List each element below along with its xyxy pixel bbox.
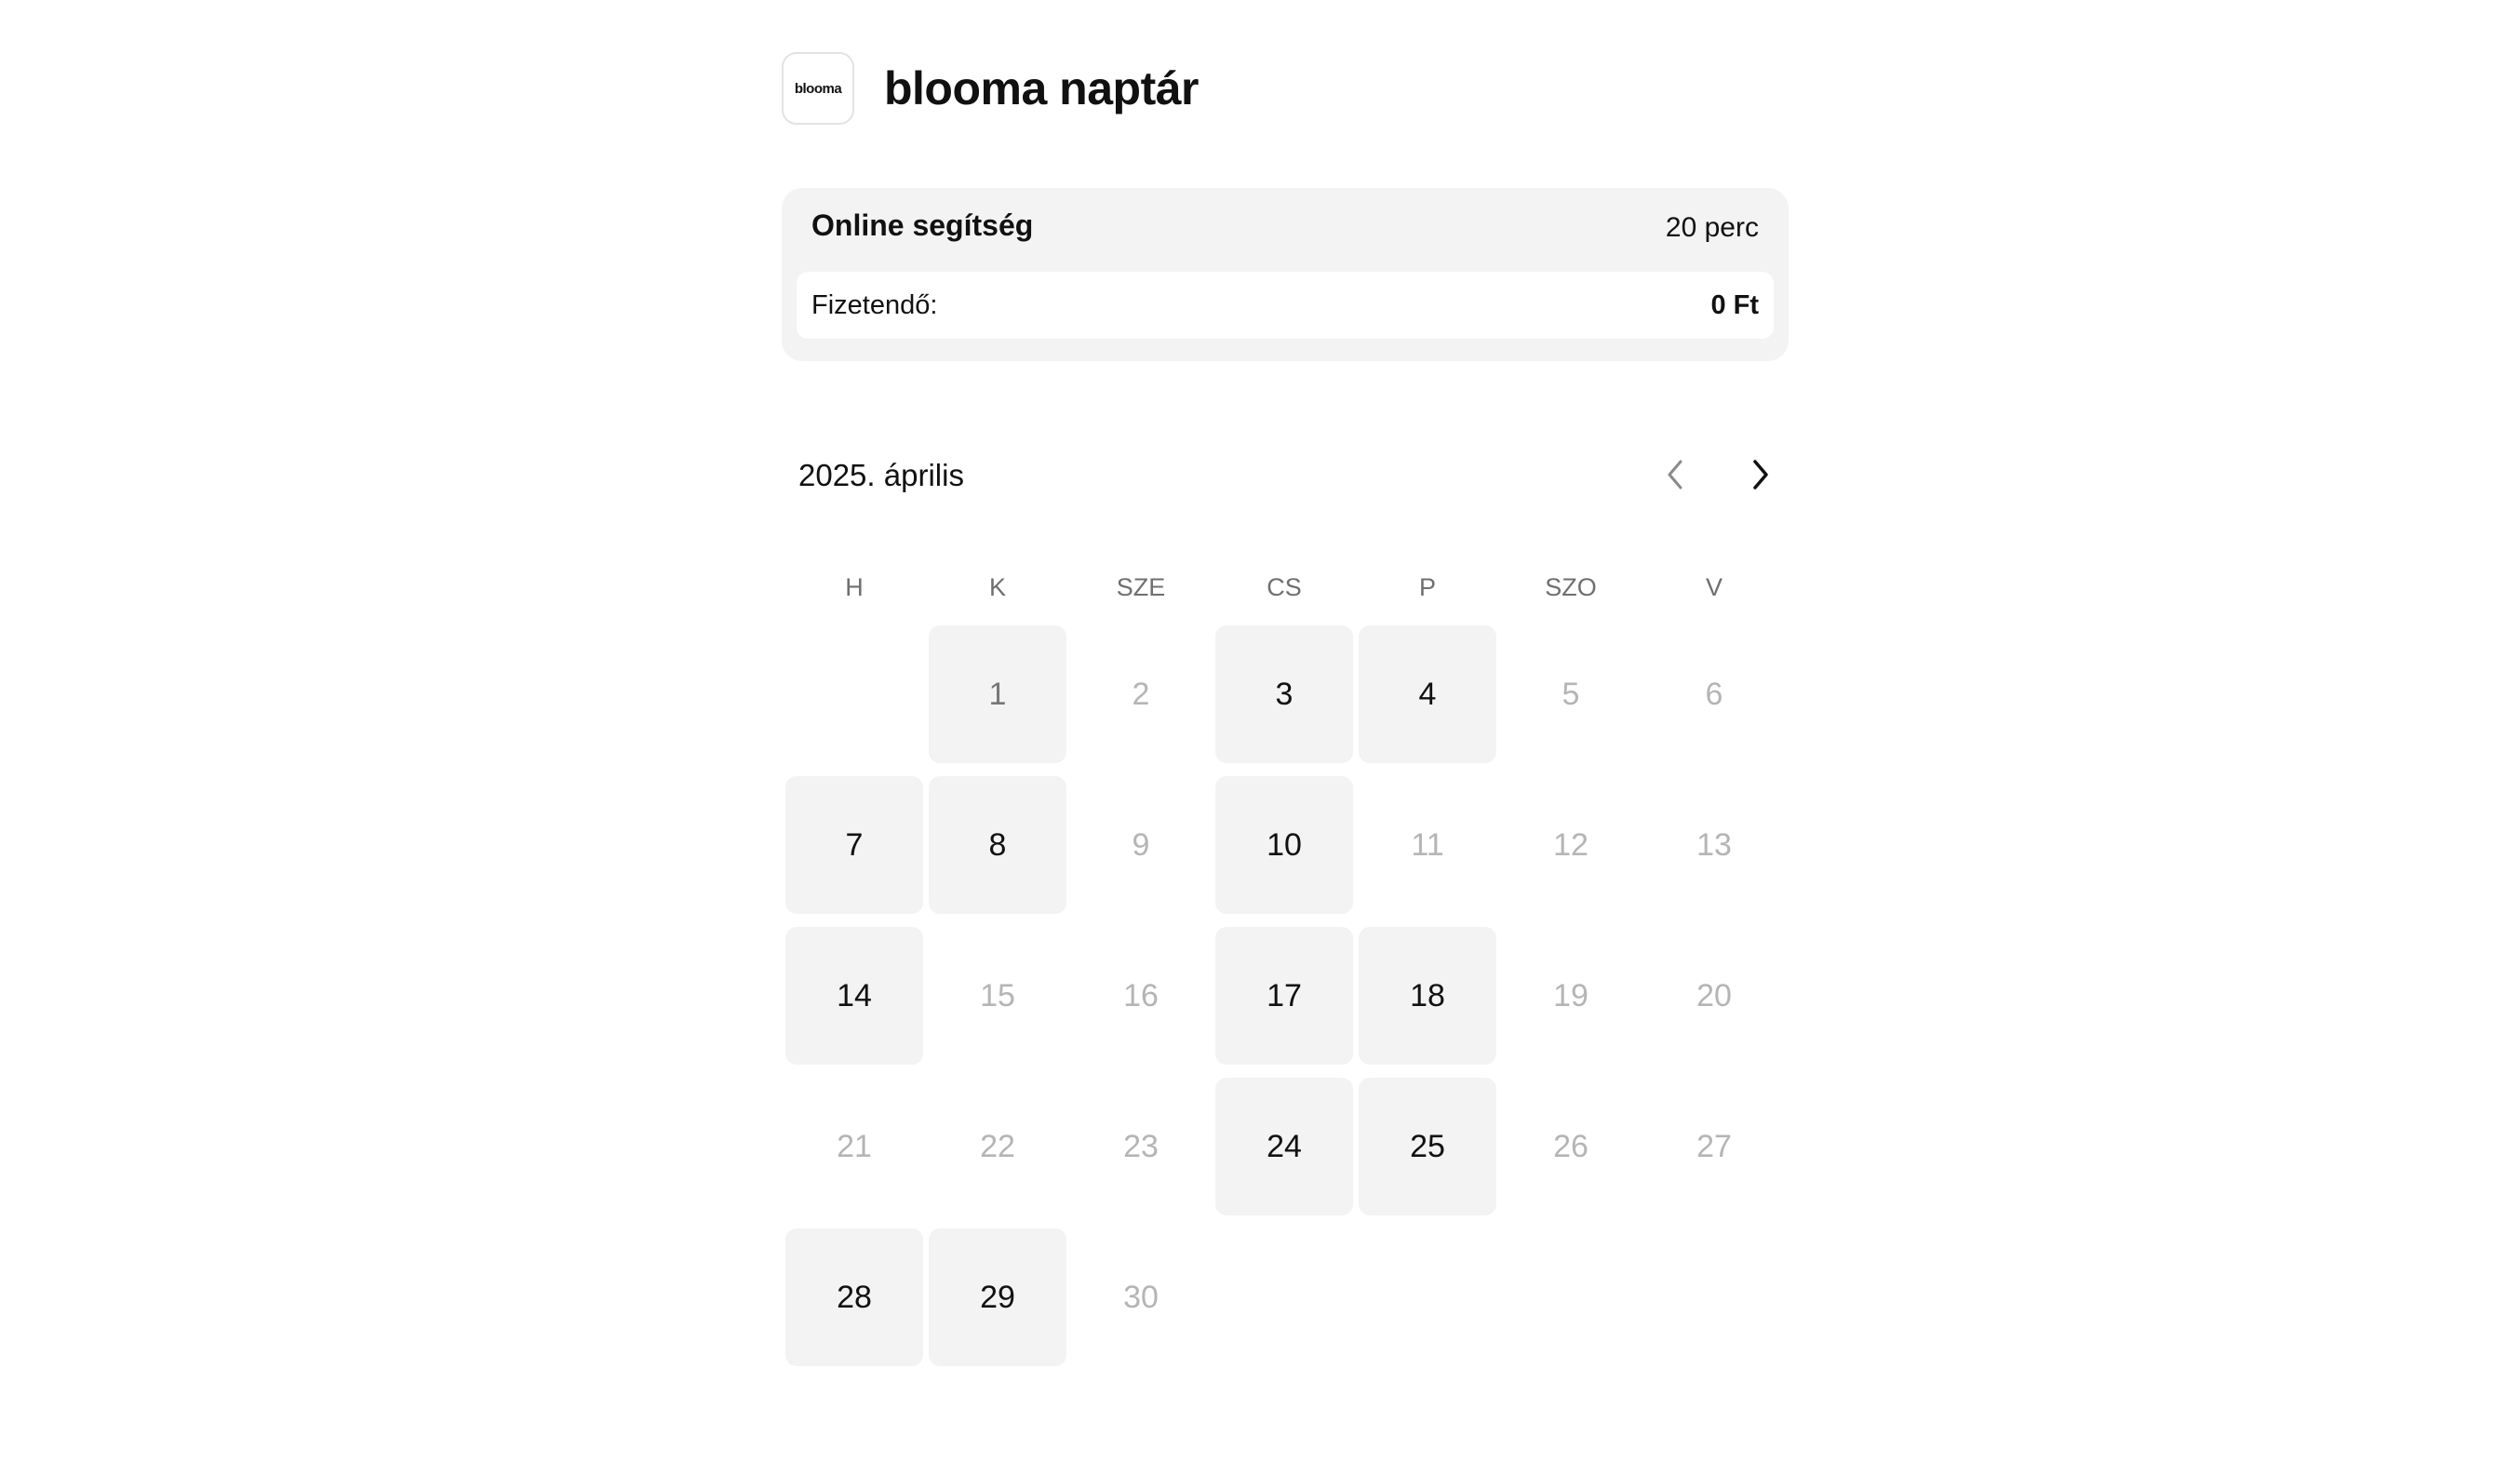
weekday-header-row (782, 573, 1796, 611)
page-title: blooma naptár (884, 62, 1199, 114)
calendar-day-unavailable: 2 (1132, 676, 1150, 712)
previous-month-button[interactable] (1647, 447, 1703, 503)
calendar-day-available[interactable]: 10 (1215, 776, 1353, 914)
calendar-day-available[interactable]: 3 (1215, 625, 1353, 763)
calendar-day-available[interactable]: 24 (1215, 1078, 1353, 1215)
next-month-button[interactable] (1733, 447, 1789, 503)
calendar-day-available[interactable]: 4 (1359, 625, 1496, 763)
weekday-label: SZE (1116, 573, 1166, 601)
calendar-day-available[interactable]: 29 (929, 1228, 1066, 1366)
payment-row (797, 272, 1774, 339)
weekday-label: P (1418, 573, 1436, 601)
weekday-label: V (1705, 573, 1722, 601)
calendar-day-unavailable: 22 (980, 1128, 1015, 1164)
service-summary-card (782, 188, 1789, 361)
calendar-grid (782, 625, 1796, 1389)
calendar-day-unavailable: 15 (980, 977, 1015, 1013)
calendar-day-unavailable: 19 (1553, 977, 1588, 1013)
calendar-day-available[interactable]: 14 (785, 927, 923, 1065)
calendar-day-unavailable: 30 (1123, 1279, 1159, 1315)
chevron-left-icon (1662, 458, 1688, 491)
service-duration: 20 perc (1665, 212, 1759, 243)
chevron-right-icon (1748, 458, 1774, 491)
calendar-day-unavailable: 12 (1553, 826, 1588, 863)
month-label: 2025. április (798, 458, 964, 492)
weekday-label: SZO (1545, 573, 1597, 601)
calendar-day-unavailable: 11 (1411, 826, 1444, 863)
weekday-label: H (845, 573, 864, 601)
calendar-day-available[interactable]: 7 (785, 776, 923, 914)
calendar-day-unavailable: 20 (1696, 977, 1732, 1013)
payment-label: Fizetendő: (811, 289, 938, 320)
brand-logo: blooma (782, 52, 854, 125)
calendar-day-unavailable: 27 (1696, 1128, 1732, 1164)
weekday-label: CS (1267, 573, 1302, 601)
header (782, 52, 1199, 125)
calendar-day-unavailable: 9 (1132, 826, 1150, 863)
calendar-day-available[interactable]: 17 (1215, 927, 1353, 1065)
calendar-day-unavailable: 23 (1123, 1128, 1159, 1164)
calendar-day-available[interactable]: 8 (929, 776, 1066, 914)
calendar-day-available[interactable]: 25 (1359, 1078, 1496, 1215)
calendar-day-unavailable: 26 (1553, 1128, 1588, 1164)
calendar-day-unavailable: 21 (837, 1128, 872, 1164)
calendar-day-unavailable: 13 (1696, 826, 1732, 863)
weekday-label: K (988, 573, 1006, 601)
calendar-day-available[interactable]: 1 (929, 625, 1066, 763)
calendar-day-available[interactable]: 28 (785, 1228, 923, 1366)
calendar-day-unavailable: 16 (1123, 977, 1159, 1013)
calendar-day-unavailable: 5 (1562, 676, 1580, 712)
calendar-day-available[interactable]: 18 (1359, 927, 1496, 1065)
payment-amount: 0 Ft (1710, 289, 1759, 320)
service-name: Online segítség (811, 208, 1034, 242)
calendar-day-unavailable: 6 (1705, 676, 1723, 712)
